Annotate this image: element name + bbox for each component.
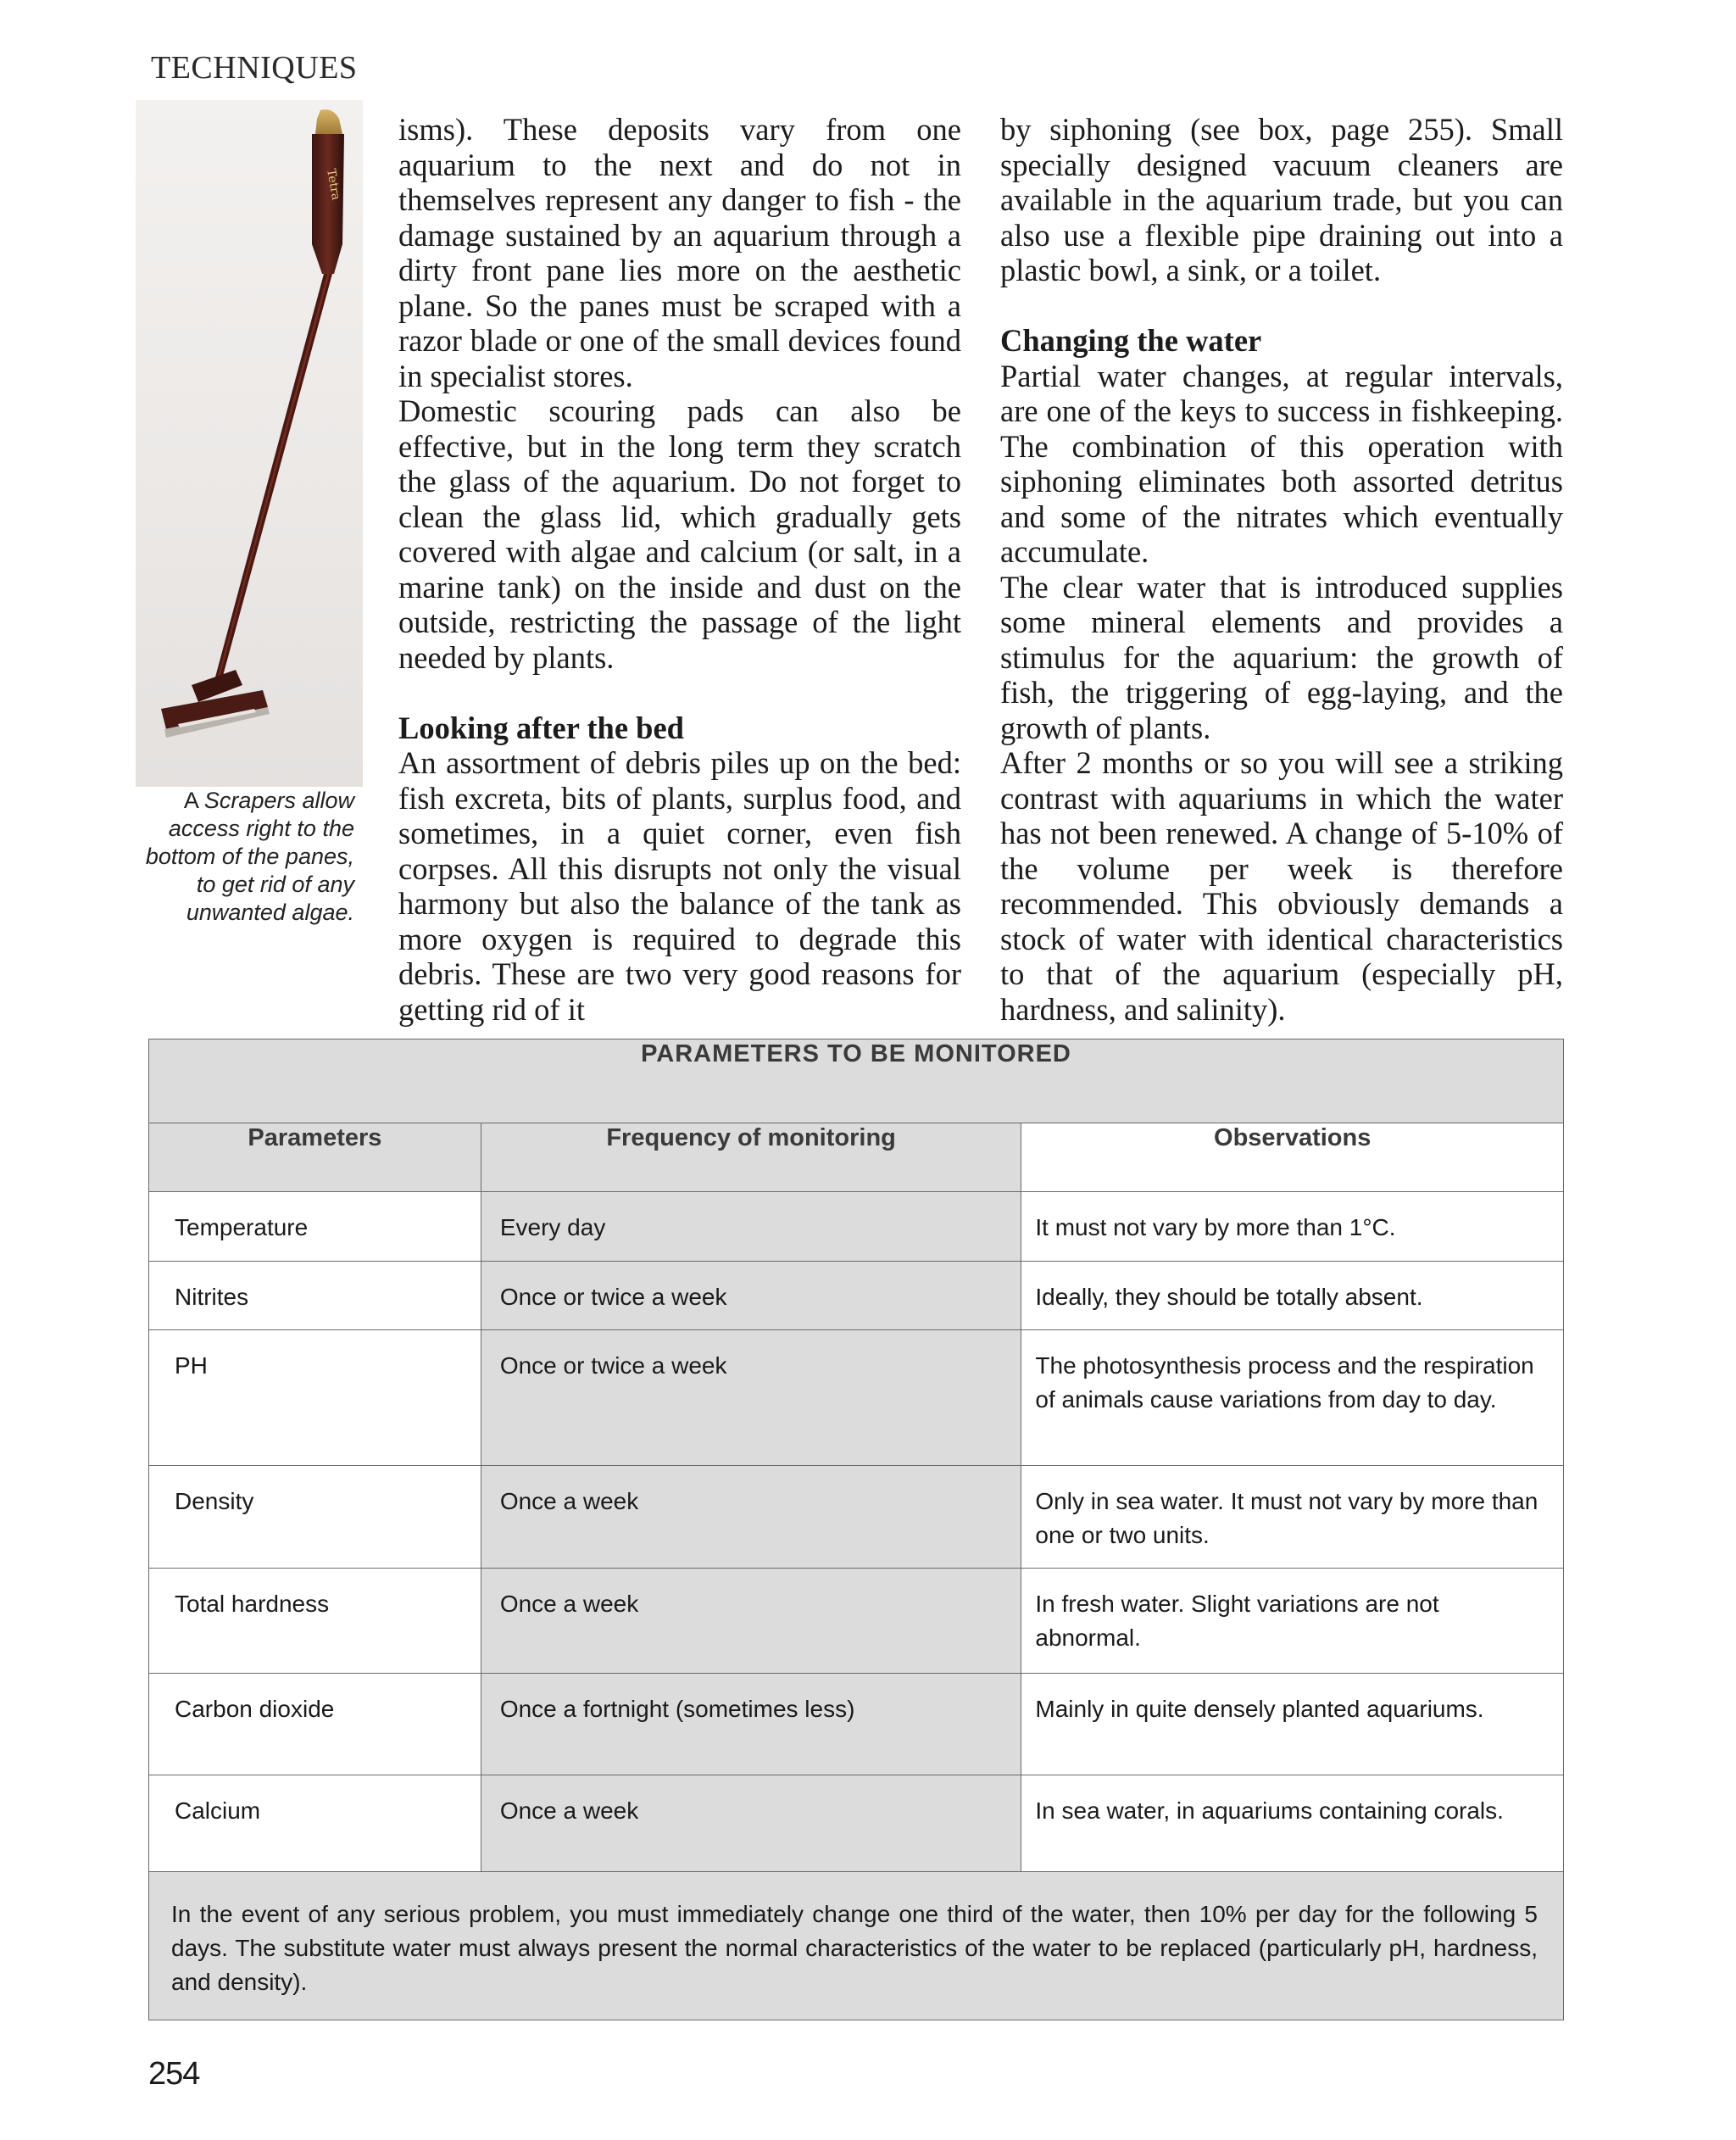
row-parameter: Total hardness (149, 1569, 481, 1674)
table-row (149, 1262, 1564, 1330)
row-observation: The photosynthesis process and the respiration of animals cause variations from day to day. (1021, 1330, 1564, 1466)
row-observation: It must not vary by more than 1°C. (1021, 1192, 1564, 1262)
handle-label: Tetra (324, 167, 343, 202)
row-parameter: Carbon dioxide (149, 1674, 481, 1775)
row-parameter: Temperature (149, 1192, 481, 1262)
col2-paragraph-2: Partial water changes, at regular intervals, are one of the keys to success in fishkeeping. The combination of this operation with siphoning eliminates both assorted detritus and some of the nitrates which eventually accumulate. (1000, 358, 1563, 569)
caption-lead: A (183, 788, 204, 813)
table-footnote: In the event of any serious problem, you must immediately change one third of the water, then 10% per day for the following 5 days. The substitute water must always present the normal characteristics of the water to be replaced (particularly pH, hardness, and density). (149, 1872, 1564, 2020)
table-row (149, 1192, 1564, 1262)
text-column-2 (1000, 112, 1563, 1027)
table-row (149, 1674, 1564, 1775)
table-row (149, 1775, 1564, 1872)
row-parameter: PH (149, 1330, 481, 1466)
col2-paragraph-1: by siphoning (see box, page 255). Small specially designed vacuum cleaners are available in the aquarium trade, but you can also use a flexible pipe draining out into a plastic bowl, a sink, or a toilet. (1000, 112, 1563, 287)
row-frequency: Once or twice a week (481, 1330, 1021, 1466)
page-number: 254 (148, 2056, 200, 2092)
col2-paragraph-3: The clear water that is introduced supplies some mineral elements and provides a stimulus for the aquarium: the growth of fish, the triggering of egg-laying, and the growth of plants. (1000, 569, 1563, 745)
col1-paragraph-3: An assortment of debris piles up on the bed: fish excreta, bits of plants, surplus food, and sometimes, in a quiet corner, even fish corpses. All this disrupts not only the visual harmony but also the balance of the tank as more oxygen is required to degrade this debris. These are two very good reasons for getting rid of it (398, 745, 961, 1027)
row-frequency: Once a week (481, 1466, 1021, 1569)
row-frequency: Once a week (481, 1569, 1021, 1674)
table-row (149, 1330, 1564, 1466)
row-observation: In fresh water. Slight variations are not abnormal. (1021, 1569, 1564, 1674)
figure-caption (136, 787, 354, 927)
table-row (149, 1569, 1564, 1674)
caption-rest: allow access right to the bottom of the panes, to get rid of any unwanted algae. (145, 788, 354, 925)
col1-paragraph-2: Domestic scouring pads can also be effective, but in the long term they scratch the glass of the aquarium. Do not forget to clean the glass lid, which gradually gets covered with algae and calcium (or salt, in a marine tank) on the inside and dust on the outside, restricting the passage of the light needed by plants. (398, 393, 961, 675)
row-parameter: Nitrites (149, 1262, 481, 1330)
row-parameter: Density (149, 1466, 481, 1569)
header-frequency: Frequency of monitoring (481, 1123, 1021, 1192)
col1-paragraph-1: isms). These deposits vary from one aquarium to the next and do not in themselves represent any danger to fish - the damage sustained by an aquarium through a dirty front pane lies more on the aesthetic plane. So the panes must be scraped with a razor blade or one of the small devices found in specialist stores. (398, 112, 961, 393)
row-frequency: Once a week (481, 1775, 1021, 1872)
row-observation: Ideally, they should be totally absent. (1021, 1262, 1564, 1330)
header-parameters: Parameters (149, 1123, 481, 1192)
header-observations: Observations (1021, 1123, 1564, 1192)
running-head: TECHNIQUES (151, 50, 358, 86)
row-frequency: Once or twice a week (481, 1262, 1021, 1330)
row-parameter: Calcium (149, 1775, 481, 1872)
parameters-table (148, 1039, 1564, 2020)
col2-paragraph-4: After 2 months or so you will see a striking contrast with aquariums in which the water has not been renewed. A change of 5-10% of the volume per week is therefore recommended. This obviously demands a stock of water with identical characteristics to that of the aquarium (especially pH, hardness, and salinity). (1000, 745, 1563, 1027)
row-frequency: Once a fortnight (sometimes less) (481, 1674, 1021, 1775)
table-title: PARAMETERS TO BE MONITORED (149, 1039, 1564, 1123)
row-observation: Only in sea water. It must not vary by more than one or two units. (1021, 1466, 1564, 1569)
section-heading-water: Changing the water (1000, 323, 1262, 358)
caption-italic: Scrapers (203, 788, 296, 813)
scraper-photo (136, 100, 363, 787)
row-frequency: Every day (481, 1192, 1021, 1262)
table-row (149, 1466, 1564, 1569)
section-heading-bed: Looking after the bed (398, 710, 684, 745)
scraper-illustration (136, 100, 363, 787)
row-observation: In sea water, in aquariums containing corals. (1021, 1775, 1564, 1872)
row-observation: Mainly in quite densely planted aquariums. (1021, 1674, 1564, 1775)
text-column-1 (398, 112, 961, 1027)
